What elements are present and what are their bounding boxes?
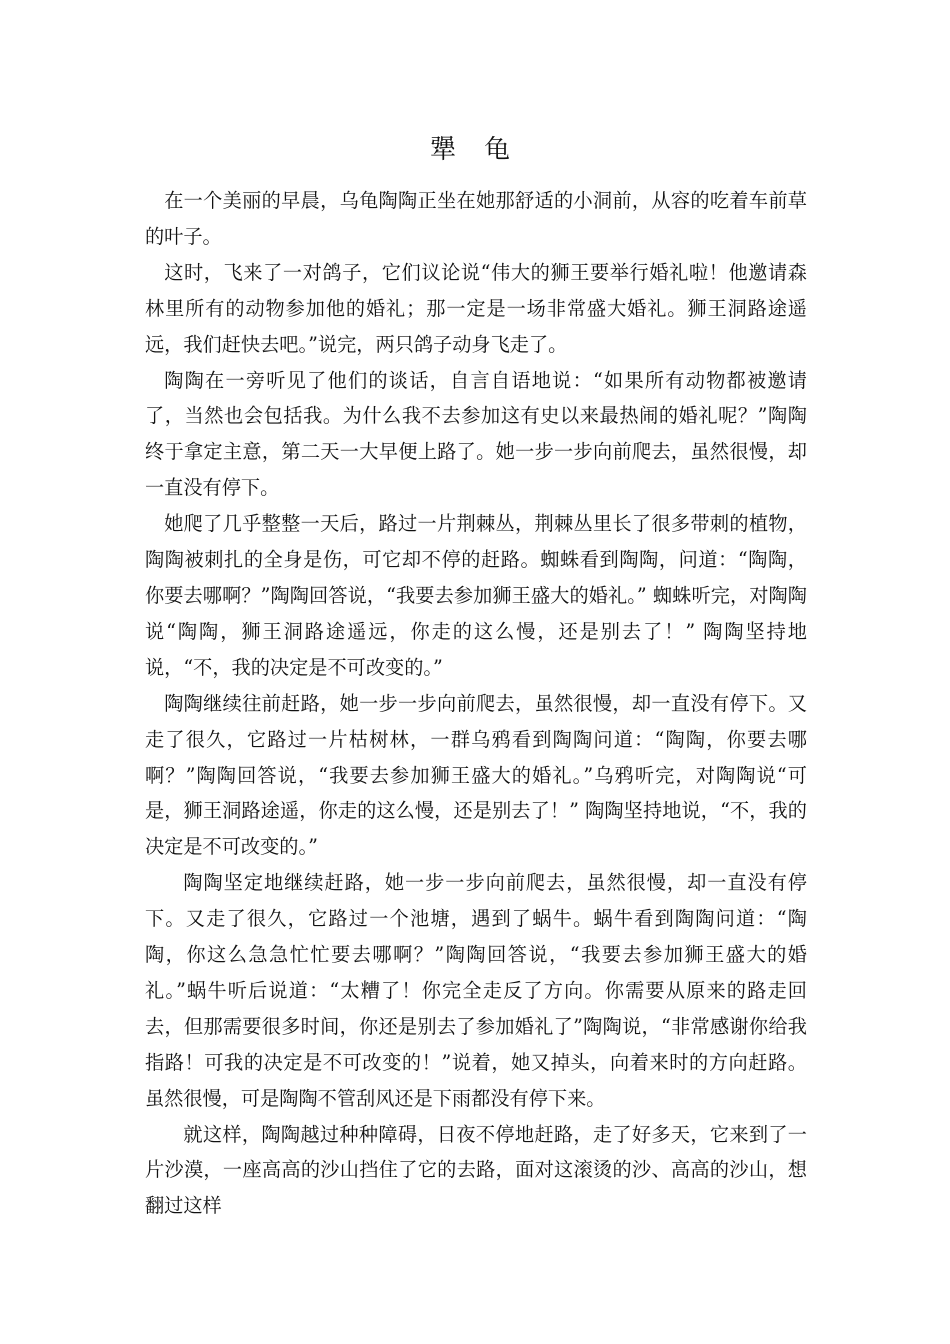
document-body [145, 183, 807, 1224]
paragraph-5: 陶陶继续往前赶路，她一步一步向前爬去，虽然很慢，却一直没有停下。又走了很久，它路过一片枯树林，一群乌鸦看到陶陶问道：“陶陶，你要去哪啊？”陶陶回答说，“我要去参加狮王盛大的婚礼。”乌鸦听完，对陶陶说“可是，狮王洞路途遥，你走的这么慢，还是别去了！” 陶陶坚持地说，“不，我的决定是不可改变的。” [145, 691, 807, 859]
paragraph-1: 在一个美丽的早晨，乌龟陶陶正坐在她那舒适的小洞前，从容的吃着车前草的叶子。 [145, 189, 807, 248]
paragraph-6: 陶陶坚定地继续赶路，她一步一步向前爬去，虽然很慢，却一直没有停下。又走了很久，它路过一个池塘，遇到了蜗牛。蜗牛看到陶陶问道：“陶陶，你这么急急忙忙要去哪啊？”陶陶回答说，“我要去参加狮王盛大的婚礼。”蜗牛听后说道：“太糟了！你完全走反了方向。你需要从原来的路走回去，但那需要很多时间，你还是别去了参加婚礼了”陶陶说，“非常感谢你给我指路！可我的决定是不可改变的！”说着，她又掉头，向着来时的方向赶路。虽然很慢，可是陶陶不管刮风还是下雨都没有停下来。 [145, 871, 807, 1110]
paragraph-3: 陶陶在一旁听见了他们的谈话，自言自语地说：“如果所有动物都被邀请了，当然也会包括我。为什么我不去参加这有史以来最热闹的婚礼呢？”陶陶终于拿定主意，第二天一大早便上路了。她一步一步向前爬去，虽然很慢，却一直没有停下。 [145, 368, 807, 500]
paragraph-7: 就这样，陶陶越过种种障碍，日夜不停地赶路，走了好多天，它来到了一片沙漠，一座高高的沙山挡住了它的去路，面对这滚烫的沙、高高的沙山，想翻过这样 [145, 1122, 807, 1218]
paragraph-2: 这时，飞来了一对鸽子，它们议论说“伟大的狮王要举行婚礼啦！他邀请森林里所有的动物参加他的婚礼；那一定是一场非常盛大婚礼。狮王洞路途遥远，我们赶快去吧。”说完，两只鸽子动身飞走了。 [145, 260, 807, 356]
paragraph-4: 她爬了几乎整整一天后，路过一片荆棘丛，荆棘丛里长了很多带刺的植物，陶陶被刺扎的全身是伤，可它却不停的赶路。蜘蛛看到陶陶，问道：“陶陶，你要去哪啊？”陶陶回答说，“我要去参加狮王盛大的婚礼。” 蜘蛛听完，对陶陶说“陶陶，狮王洞路途遥远，你走的这么慢，还是别去了！” 陶陶坚持地说，“不，我的决定是不可改变的。” [145, 512, 807, 679]
document-title: 犟 龟 [429, 135, 521, 165]
